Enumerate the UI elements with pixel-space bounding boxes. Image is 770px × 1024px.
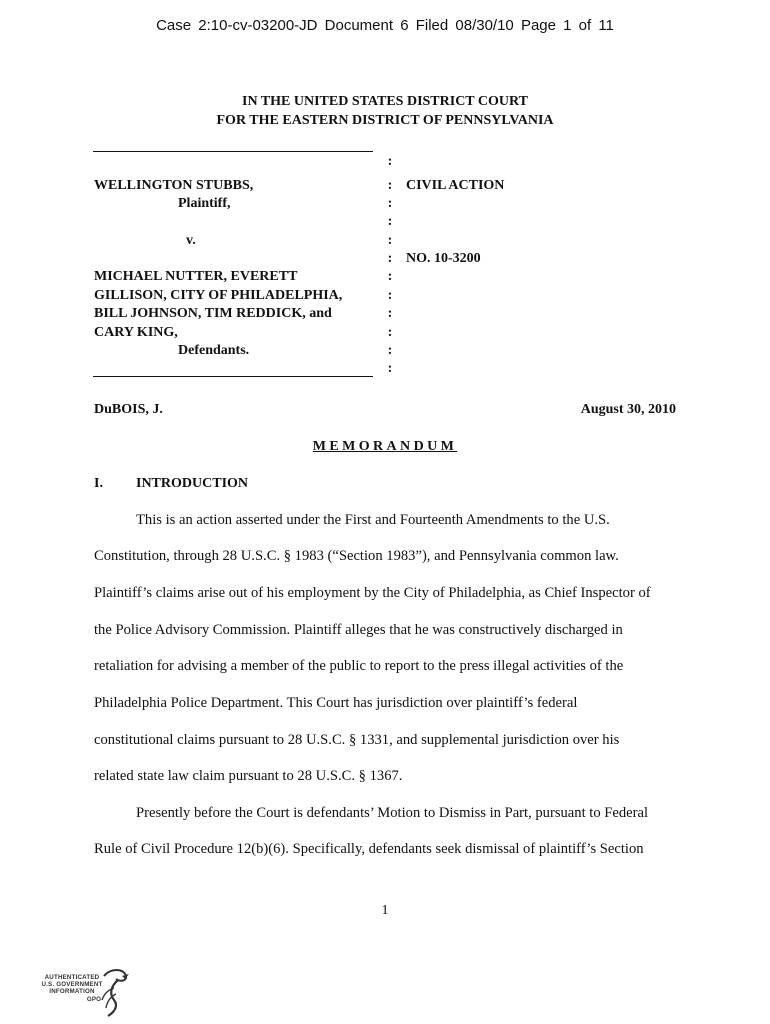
page-number: 1 (381, 903, 389, 918)
memorandum-title (0, 439, 770, 455)
caption-separator: : (387, 269, 393, 284)
memorandum-title-text: MEMORANDUM (312, 439, 458, 454)
plaintiff-role: Plaintiff, (178, 196, 231, 211)
section-heading: INTRODUCTION (136, 476, 249, 491)
caption-bottom-rule (93, 376, 373, 377)
court-title-line-1: IN THE UNITED STATES DISTRICT COURT (242, 94, 528, 109)
caption-separator: : (387, 306, 393, 321)
versus: v. (186, 233, 196, 248)
case-header: Case 2:10-cv-03200-JD Document 6 Filed 08/30/10 Page 1 of 11 (156, 17, 614, 34)
body-line: Philadelphia Police Department. This Court has jurisdiction over plaintiff’s federal (94, 695, 578, 711)
body-line: Plaintiff’s claims arise out of his employment by the City of Philadelphia, as Chief Inspector of (94, 585, 651, 601)
caption-top-rule (93, 151, 373, 152)
opinion-date: August 30, 2010 (580, 402, 676, 417)
judge-name: DuBOIS, J. (94, 402, 163, 417)
seal-text-line: U.S. GOVERNMENT (41, 981, 103, 988)
body-line: Presently before the Court is defendants’ Motion to Dismiss in Part, pursuant to Federal (136, 805, 649, 821)
body-line: the Police Advisory Commission. Plaintiff alleges that he was constructively discharged in (94, 622, 623, 638)
body-line: related state law claim pursuant to 28 U.S.C. § 1367. (94, 768, 403, 784)
defendant-line: BILL JOHNSON, TIM REDDICK, and (94, 306, 332, 321)
body-line: This is an action asserted under the First and Fourteenth Amendments to the U.S. (136, 512, 610, 528)
plaintiff-name: WELLINGTON STUBBS, (94, 178, 254, 193)
seal-text-line: INFORMATION (49, 988, 95, 995)
caption-separator: : (387, 233, 393, 248)
caption-separator: : (387, 361, 393, 376)
caption-separator: : (387, 343, 393, 358)
seal-text-line: GPO (86, 996, 102, 1003)
caption-separator: : (387, 325, 393, 340)
body-line: Constitution, through 28 U.S.C. § 1983 (“Section 1983”), and Pennsylvania common law. (94, 548, 619, 564)
body-line: constitutional claims pursuant to 28 U.S.C. § 1331, and supplemental jurisdiction over his (94, 732, 620, 748)
caption-separator: : (387, 154, 393, 169)
body-line: Rule of Civil Procedure 12(b)(6). Specifically, defendants seek dismissal of plaintiff’s Section (94, 841, 644, 857)
caption-separator: : (387, 288, 393, 303)
defendant-line: GILLISON, CITY OF PHILADELPHIA, (94, 288, 343, 303)
section-number: I. (94, 476, 103, 491)
civil-action-label: CIVIL ACTION (406, 178, 505, 193)
eagle-emblem-icon (96, 966, 132, 1018)
defendant-line: CARY KING, (94, 325, 178, 340)
caption-separator: : (387, 196, 393, 211)
defendants-role: Defendants. (178, 343, 250, 358)
caption-separator: : (387, 214, 393, 229)
caption-separator: : (387, 251, 393, 266)
gpo-authentication-seal (40, 966, 140, 1020)
case-number: NO. 10-3200 (406, 251, 481, 266)
body-line: retaliation for advising a member of the public to report to the press illegal activities of the (94, 658, 624, 674)
court-title-line-2: FOR THE EASTERN DISTRICT OF PENNSYLVANIA (216, 113, 554, 128)
defendant-line: MICHAEL NUTTER, EVERETT (94, 269, 298, 284)
caption-separator: : (387, 178, 393, 193)
seal-text-line: AUTHENTICATED (44, 974, 100, 981)
